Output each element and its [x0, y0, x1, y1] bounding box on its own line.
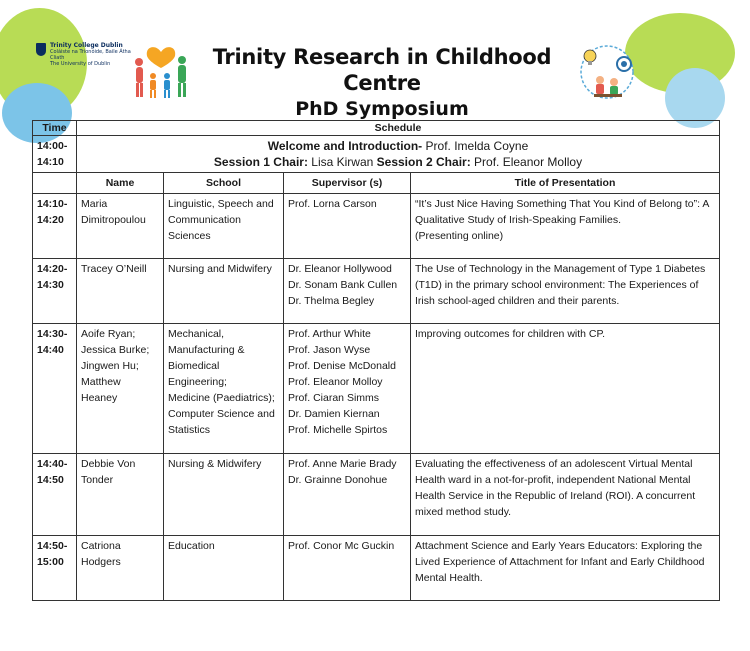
- header-banner: [32, 38, 715, 120]
- title-cell: [411, 324, 720, 454]
- column-header-row: [33, 173, 720, 194]
- name-cell: Maria Dimitropoulou: [77, 194, 164, 259]
- empty-cell: [33, 173, 77, 194]
- table-row: [33, 194, 720, 259]
- welcome-label: Welcome and Introduction-: [267, 139, 423, 153]
- table-row: [33, 259, 720, 324]
- table-row: [33, 536, 720, 601]
- name-cell: Debbie Von Tonder: [77, 454, 164, 536]
- table-row: [33, 454, 720, 536]
- name-cell: Catriona Hodgers: [77, 536, 164, 601]
- school-cell: Mechanical, Manufacturing & Biomedical Engineering; Medicine (Paediatrics); Computer Science and Statistics: [164, 324, 284, 454]
- tcd-logo: [36, 43, 136, 65]
- time-cell: 14:50- 15:00: [33, 536, 77, 601]
- school-cell: Nursing and Midwifery: [164, 259, 284, 324]
- welcome-row: [33, 136, 720, 173]
- children-research-icon: [574, 40, 640, 104]
- presentation-title: Attachment Science and Early Years Educators: Exploring the Lived Experience of Attachment for Infant and Early Childhood Mental Health.: [415, 540, 705, 584]
- title-cell: [411, 194, 720, 259]
- presentation-title: Improving outcomes for children with CP.: [415, 328, 606, 340]
- supervisor-cell: Prof. Anne Marie Brady Dr. Grainne Donohue: [284, 454, 411, 536]
- time-cell: 14:00- 14:10: [33, 136, 77, 173]
- supervisor-cell: Dr. Eleanor Hollywood Dr. Sonam Bank Cullen Dr. Thelma Begley: [284, 259, 411, 324]
- welcome-cell: [77, 136, 720, 173]
- presentation-title: Evaluating the effectiveness of an adolescent Virtual Mental Health ward in a not-for-profit, independent National Mental Health Service in the Republic of Ireland (ROI). A concurrent mixed method study.: [415, 458, 696, 518]
- name-cell: Aoife Ryan; Jessica Burke; Jingwen Hu; Matthew Heaney: [77, 324, 164, 454]
- column-header-school: School: [164, 173, 284, 194]
- column-header-title: Title of Presentation: [411, 173, 720, 194]
- title-cell: [411, 259, 720, 324]
- logo-line: Coláiste na Tríonóide, Baile Átha Cliath: [50, 49, 131, 61]
- title-cell: [411, 454, 720, 536]
- schedule-header: Schedule: [77, 121, 720, 136]
- presentation-title: “It’s Just Nice Having Something That You Kind of Belong to”: A Qualitative Study of Irish-Speaking Families.: [415, 198, 709, 226]
- school-cell: Nursing & Midwifery: [164, 454, 284, 536]
- presentation-title: The Use of Technology in the Management of Type 1 Diabetes (T1D) in the primary school environment: The Experiences of Irish school-aged children and their parents.: [415, 263, 706, 307]
- title-cell: [411, 536, 720, 601]
- time-cell: 14:40- 14:50: [33, 454, 77, 536]
- session2-chair: Prof. Eleanor Molloy: [470, 155, 583, 169]
- schedule-table: [32, 120, 720, 601]
- time-cell: 14:30- 14:40: [33, 324, 77, 454]
- presentation-note: (Presenting online): [415, 230, 504, 242]
- welcome-person: Prof. Imelda Coyne: [422, 139, 529, 153]
- shield-icon: [36, 43, 46, 56]
- banner-subtitle: PhD Symposium: [295, 98, 469, 120]
- table-row: [33, 324, 720, 454]
- banner-title-block: [182, 44, 582, 122]
- column-header-supervisor: Supervisor (s): [284, 173, 411, 194]
- supervisor-cell: Prof. Arthur White Prof. Jason Wyse Prof. Denise McDonald Prof. Eleanor Molloy Prof. Ciaran Simms Dr. Damien Kiernan Prof. Michelle Spirtos: [284, 324, 411, 454]
- session2-label: Session 2 Chair:: [376, 155, 471, 169]
- logo-line: Trinity College Dublin: [50, 42, 123, 49]
- name-cell: Tracey O’Neill: [77, 259, 164, 324]
- banner-title: Trinity Research in Childhood Centre: [212, 45, 552, 95]
- table-header-row: [33, 121, 720, 136]
- column-header-name: Name: [77, 173, 164, 194]
- supervisor-cell: Prof. Lorna Carson: [284, 194, 411, 259]
- logo-line: The University of Dublin: [50, 61, 111, 67]
- session1-label: Session 1 Chair:: [213, 155, 308, 169]
- school-cell: Education: [164, 536, 284, 601]
- decorative-blob: [665, 68, 725, 128]
- time-header: Time: [33, 121, 77, 136]
- time-cell: 14:10- 14:20: [33, 194, 77, 259]
- time-cell: 14:20- 14:30: [33, 259, 77, 324]
- session1-chair: Lisa Kirwan: [307, 155, 377, 169]
- supervisor-cell: Prof. Conor Mc Guckin: [284, 536, 411, 601]
- school-cell: Linguistic, Speech and Communication Sciences: [164, 194, 284, 259]
